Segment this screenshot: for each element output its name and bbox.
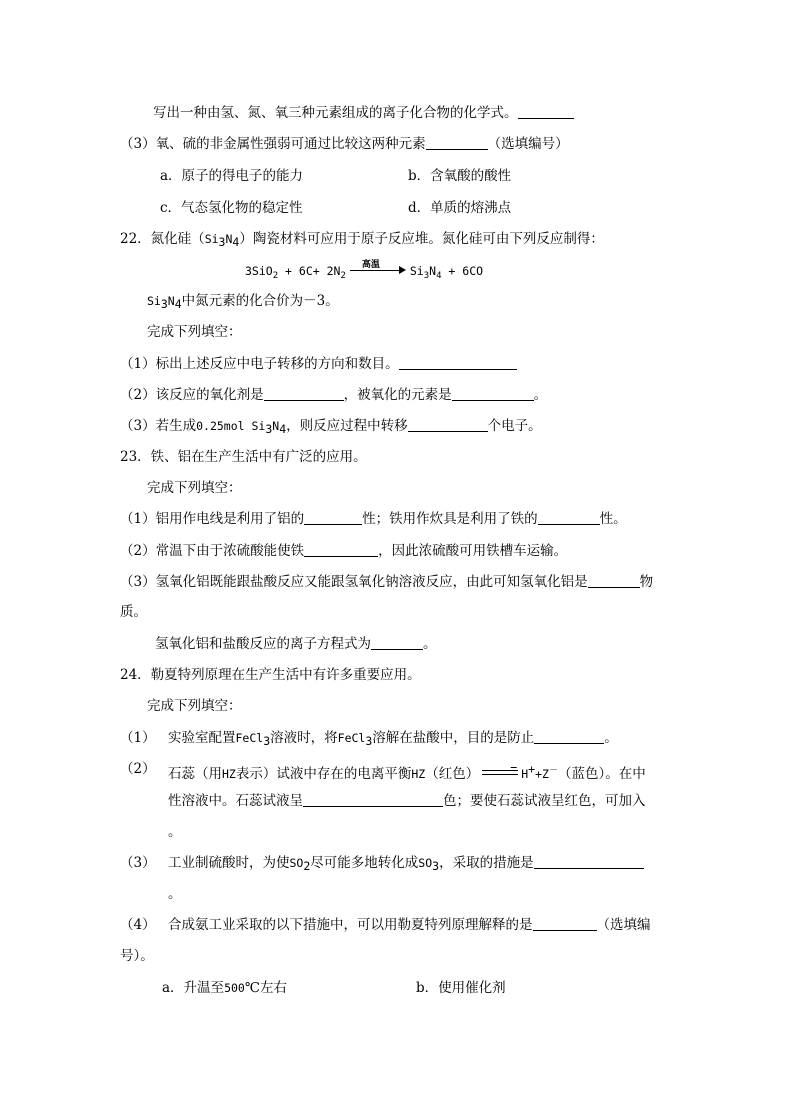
answer-blank[interactable] xyxy=(533,916,597,931)
q22-fill-instruction: 完成下列填空： xyxy=(147,324,242,340)
q23-part1: （1）铝用作电线是利用了铝的 性；铁用作炊具是利用了铁的 性。 xyxy=(120,511,627,527)
q23-fill-instruction: 完成下列填空： xyxy=(147,480,242,496)
q21-option-d: d．单质的熔沸点 xyxy=(408,200,512,216)
answer-blank[interactable] xyxy=(534,854,644,869)
q24-part3-line2: 。 xyxy=(168,886,182,902)
q24-option-a: a．升温至500℃左右 xyxy=(162,980,287,996)
answer-blank[interactable] xyxy=(399,355,517,370)
q24-part3-num: （3） xyxy=(120,855,156,871)
q21-option-a: a．原子的得电子的能力 xyxy=(160,168,304,184)
q24-part2: 石蕊（用HZ表示）试液中存在的电离平衡HZ（红色） H++Z－（蓝色）。在中 xyxy=(168,762,646,782)
answer-blank[interactable] xyxy=(371,635,423,650)
q22-equation: $3SiO_2 + 6C+ 2N_2$ 高温 $Si_3N_4 + 6CO$ xyxy=(245,260,484,281)
q21-option-c: c．气态氢化物的稳定性 xyxy=(160,200,303,216)
q24-part2-num: （2） xyxy=(120,761,156,777)
answer-blank[interactable] xyxy=(518,104,574,119)
q21-part3: （3）氧、硫的非金属性强弱可通过比较这两种元素 （选填编号） xyxy=(120,136,569,152)
q23-heading: 23．铁、铝在生产生活中有广泛的应用。 xyxy=(120,449,367,465)
q22-valence-note: Si3N4中氮元素的化合价为－3。 xyxy=(147,293,339,311)
answer-blank[interactable] xyxy=(264,386,344,401)
q24-part1-num: （1） xyxy=(120,730,156,746)
q23-part3-cont: 质。 xyxy=(120,604,147,620)
q24-part4-line2: 号）。 xyxy=(120,948,154,964)
answer-blank[interactable] xyxy=(408,417,488,432)
q24-part4: 合成氨工业采取的以下措施中，可以用勒夏特列原理解释的是 （选填编 xyxy=(168,917,651,933)
q22-heading: 22．氮化硅（Si3N4）陶瓷材料可应用于原子反应堆。氮化硅可由下列反应制得： xyxy=(120,231,604,249)
q21-option-b: b．含氧酸的酸性 xyxy=(408,168,512,184)
q24-option-b: b．使用催化剂 xyxy=(416,980,506,996)
equilibrium-arrow xyxy=(482,766,518,780)
q22-part2: （2）该反应的氧化剂是 ，被氧化的元素是 。 xyxy=(120,387,548,403)
q24-part3: 工业制硫酸时，为使SO2尽可能多地转化成SO3，采取的措施是 xyxy=(168,853,644,876)
answer-blank[interactable] xyxy=(303,792,443,807)
q24-part4-num: （4） xyxy=(120,917,156,933)
answer-blank[interactable] xyxy=(538,510,600,525)
q24-part1: 实验室配置FeCl3溶液时，将FeCl3溶解在盐酸中，目的是防止 。 xyxy=(168,730,618,748)
answer-blank[interactable] xyxy=(534,729,604,744)
q23-part3: （3）氢氧化铝既能跟盐酸反应又能跟氢氧化钠溶液反应，由此可知氢氧化铝是 物 xyxy=(120,574,654,590)
answer-blank[interactable] xyxy=(588,573,640,588)
q22-part1: （1）标出上述反应中电子转移的方向和数目。 xyxy=(120,354,517,374)
q24-part2-line3: 。 xyxy=(168,824,182,840)
q24-part2-line2: 性溶液中。石蕊试液呈 色；要使石蕊试液呈红色，可加入 xyxy=(168,793,646,809)
answer-blank[interactable] xyxy=(452,386,534,401)
answer-blank[interactable] xyxy=(304,510,362,525)
reaction-arrow: 高温 xyxy=(350,262,406,276)
q24-heading: 24．勒夏特列原理在生产生活中有许多重要应用。 xyxy=(120,667,421,683)
answer-blank[interactable] xyxy=(426,135,488,150)
q23-part2: （2）常温下由于浓硫酸能使铁 ，因此浓硫酸可用铁槽车运输。 xyxy=(120,543,568,559)
q24-fill-instruction: 完成下列填空： xyxy=(147,698,242,714)
q21-continuation: 写出一种由氢、氮、氧三种元素组成的离子化合物的化学式。 xyxy=(153,103,574,123)
q22-part3: （3）若生成0.25mol Si3N4，则反应过程中转移 个电子。 xyxy=(120,418,542,436)
q23-ionic-equation: 氢氧化铝和盐酸反应的离子方程式为 。 xyxy=(155,636,437,652)
answer-blank[interactable] xyxy=(304,542,378,557)
